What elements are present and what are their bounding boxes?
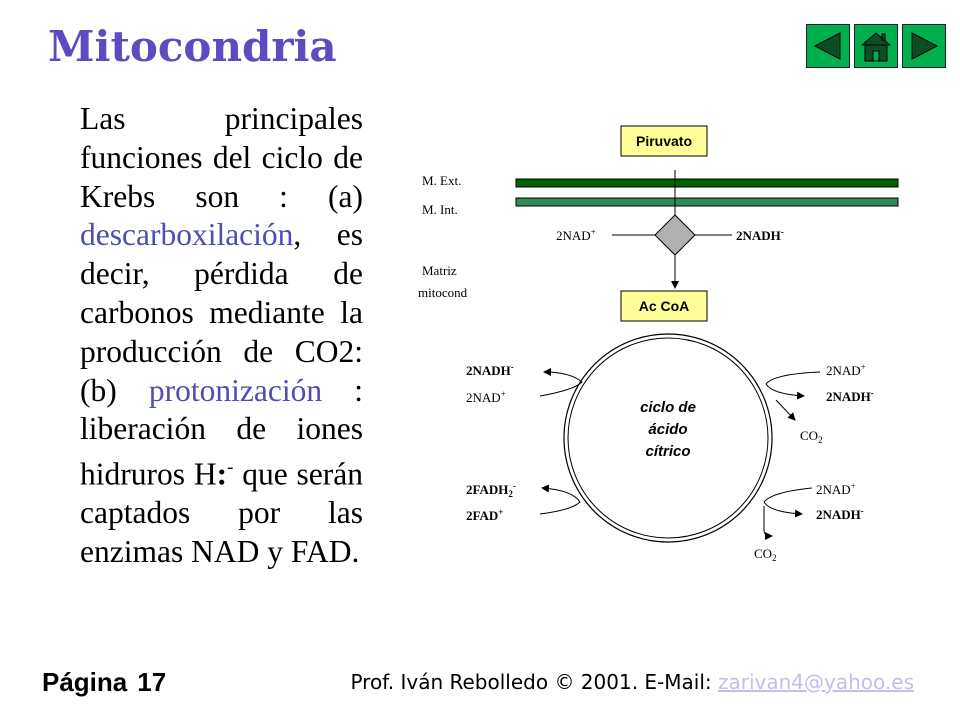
matriz-label-1: Matriz — [422, 263, 457, 278]
tr-nadh: 2NADH- — [826, 388, 874, 404]
arrow-bottom-right — [764, 488, 812, 514]
body-paragraph — [80, 100, 363, 572]
outer-membrane — [516, 179, 898, 187]
accoa-label: Ac CoA — [638, 298, 690, 314]
home-icon — [855, 25, 897, 67]
highlight-descarboxilacion: descarboxilación — [80, 217, 294, 253]
home-button[interactable] — [854, 24, 898, 68]
tl-nad: 2NAD+ — [466, 389, 506, 405]
cycle-label-1: ciclo de — [640, 399, 696, 416]
highlight-protonizacion: protonización — [148, 372, 323, 408]
body-text-3: : liberación de iones hidruros H — [80, 372, 363, 492]
br-co2: $CO_2$ — [754, 546, 777, 563]
krebs-diagram — [400, 120, 920, 590]
credit-text: Prof. Iván Rebolledo © 2001. E-Mail: — [350, 670, 718, 694]
cycle-label-3: cítrico — [645, 443, 691, 460]
m-int-label: M. Int. — [422, 202, 458, 217]
tr-co2: $CO_2$ — [800, 428, 823, 445]
cycle-circle-inner — [568, 338, 768, 538]
footer-credit — [350, 670, 914, 694]
page-number: 17 — [137, 667, 167, 697]
complex-diamond — [655, 215, 695, 255]
arrow-top-left — [540, 372, 582, 396]
slide-title: Mitocondria — [48, 22, 337, 71]
nad-plus-top: 2NAD+ — [556, 227, 596, 243]
piruvato-label: Piruvato — [635, 133, 693, 149]
prev-slide-button[interactable] — [806, 24, 850, 68]
tl-nadh: 2NADH- — [466, 362, 514, 378]
m-ext-label: M. Ext. — [422, 173, 462, 188]
triangle-right-icon — [903, 25, 945, 67]
body-text-4: que serán captados por las enzimas NAD y FAD. — [80, 456, 363, 570]
triangle-left-icon — [807, 25, 849, 67]
tr-nad: 2NAD+ — [826, 362, 866, 378]
cycle-circle-outer — [564, 334, 772, 542]
body-text-2: , es decir, pérdida de carbonos mediante la producción de CO2: (b) — [80, 217, 363, 408]
matriz-label-2: mitocond — [418, 285, 468, 300]
footer-page-number — [42, 667, 176, 698]
email-link[interactable]: zarivan4@yahoo.es — [718, 670, 914, 694]
body-text-colon: : — [216, 456, 228, 492]
arrow-co2-bottom — [764, 506, 772, 536]
nadh-top: 2NADH- — [736, 227, 784, 243]
arrow-top-right — [766, 372, 820, 396]
bl-fad: 2FAD+ — [466, 507, 504, 523]
bl-fadh: $2FADH_2^-$ — [466, 481, 516, 499]
br-nadh: 2NADH- — [816, 506, 864, 522]
arrow-bottom-left — [540, 488, 580, 514]
page-label: Página — [42, 667, 128, 697]
body-text-sup: - — [227, 457, 234, 479]
arrow-co2-top — [776, 400, 795, 420]
cycle-label-2: ácido — [648, 421, 688, 438]
inner-membrane — [516, 198, 898, 206]
next-slide-button[interactable] — [902, 24, 946, 68]
br-nad: 2NAD+ — [816, 481, 856, 497]
body-text-1: Las principales funciones del ciclo de Krebs son : (a) — [80, 101, 363, 214]
